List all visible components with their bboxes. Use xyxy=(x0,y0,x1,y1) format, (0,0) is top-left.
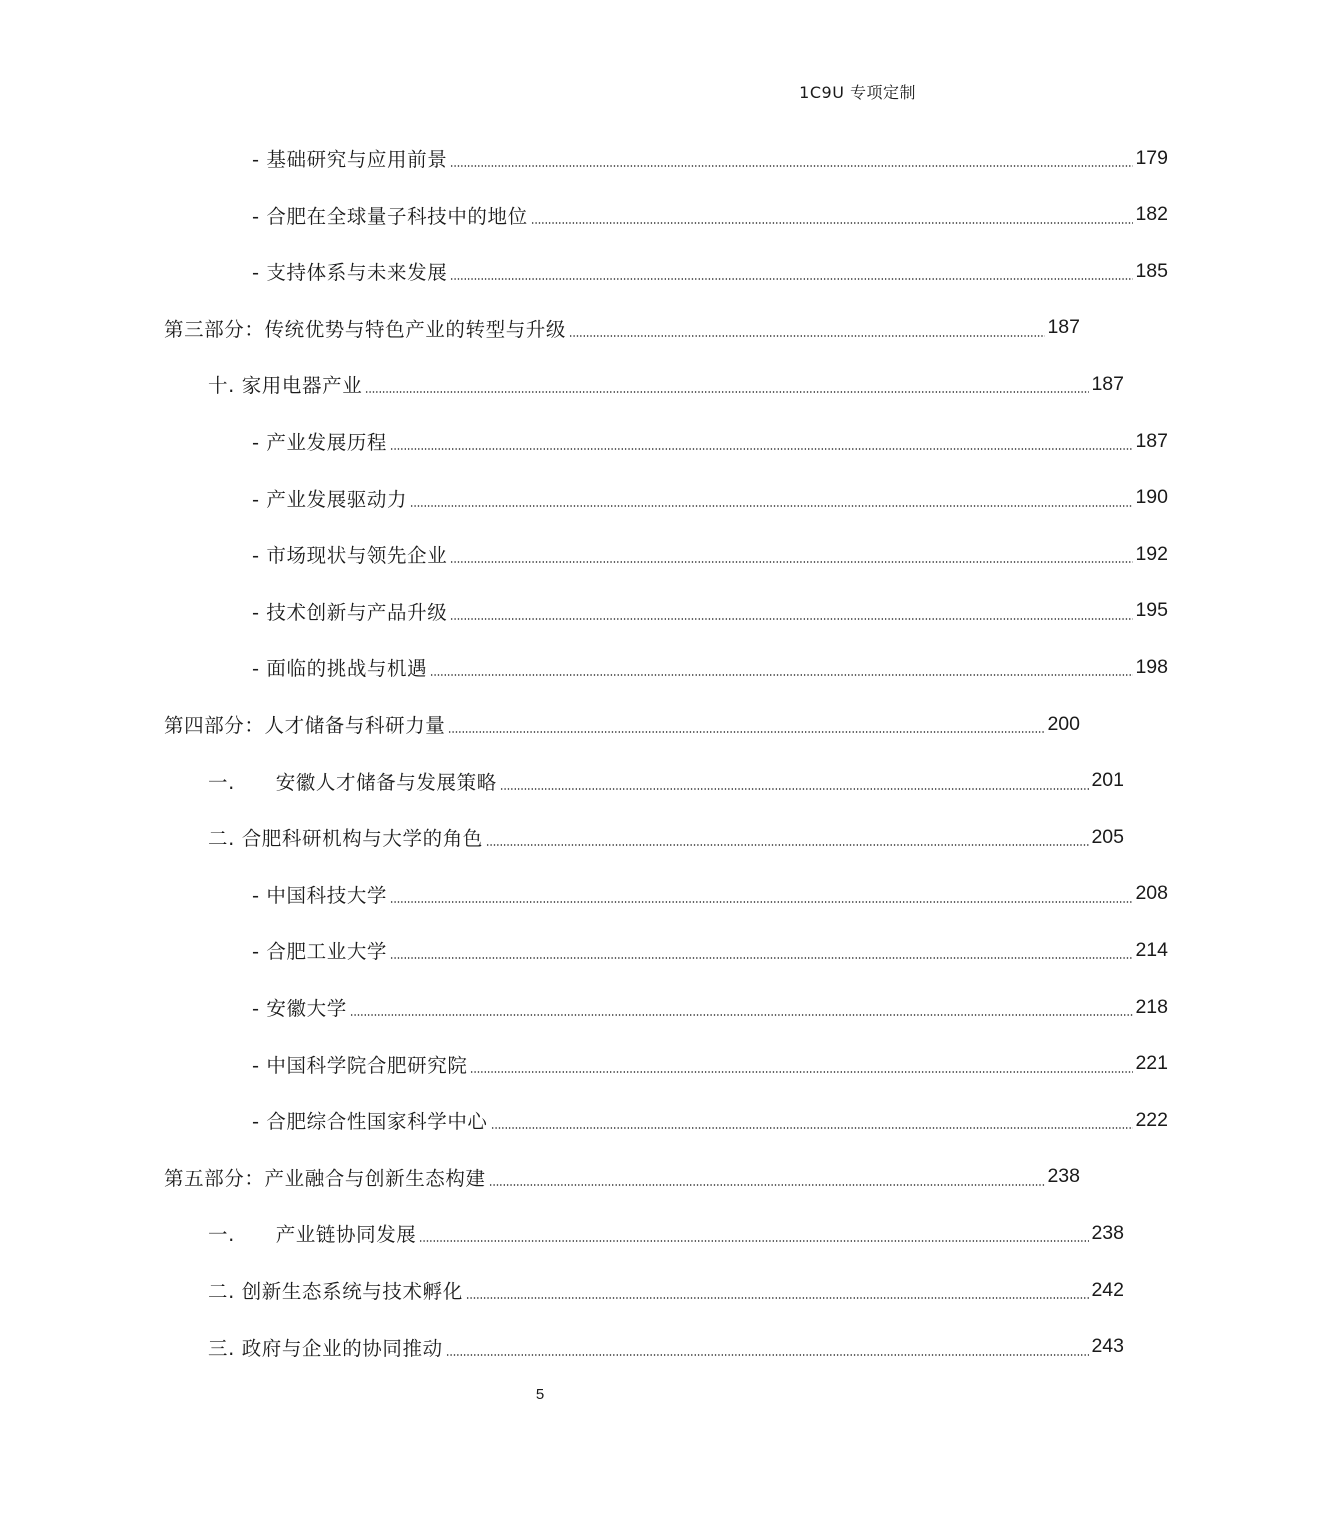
toc-entry[interactable] xyxy=(0,1327,1288,1367)
toc-entry[interactable] xyxy=(0,761,1288,801)
toc-entry[interactable] xyxy=(0,534,1332,574)
toc-entry[interactable] xyxy=(0,308,1244,348)
toc-entry-page: 187 xyxy=(1047,316,1080,339)
toc-entry[interactable] xyxy=(0,930,1332,970)
toc-entry-title: 第五部分：产业融合与创新生态构建 xyxy=(164,1166,486,1190)
toc-entry-title: - 产业发展驱动力 xyxy=(252,487,408,511)
toc-entry-title: - 安徽大学 xyxy=(252,997,347,1020)
toc-entry[interactable] xyxy=(0,1213,1288,1253)
toc-entry[interactable] xyxy=(0,704,1244,744)
dot-leader xyxy=(569,335,1045,337)
dot-leader xyxy=(491,1127,1134,1129)
dot-leader xyxy=(448,731,1045,733)
toc-entry-page: 192 xyxy=(1135,542,1168,565)
toc-entry-title: - 技术创新与产品升级 xyxy=(252,600,448,624)
dot-leader xyxy=(446,1354,1090,1356)
toc-entry-page: 182 xyxy=(1135,203,1168,226)
toc-entry[interactable] xyxy=(0,421,1332,461)
dot-leader xyxy=(531,222,1134,224)
toc-entry-title: - 基础研究与应用前景 xyxy=(252,148,448,171)
toc-entry-title: 一. 产业链协同发展 xyxy=(208,1223,417,1247)
dot-leader xyxy=(486,844,1090,846)
dot-leader xyxy=(489,1184,1046,1186)
toc-entry-title: - 中国科技大学 xyxy=(252,883,388,907)
toc-entry-page: 195 xyxy=(1135,599,1168,622)
dot-leader xyxy=(450,165,1133,167)
toc-entry-page: 242 xyxy=(1091,1278,1124,1301)
toc-entry[interactable] xyxy=(0,874,1332,914)
dot-leader xyxy=(419,1240,1089,1242)
toc-entry[interactable] xyxy=(0,591,1332,631)
dot-leader xyxy=(450,278,1133,280)
toc-entry-title: 十. 家用电器产业 xyxy=(208,374,363,398)
toc-entry-page: 179 xyxy=(1135,146,1168,169)
toc-entry[interactable] xyxy=(0,478,1332,518)
toc-entry-title: - 产业发展历程 xyxy=(252,431,388,454)
dot-leader xyxy=(470,1071,1133,1073)
toc-entry-page: 205 xyxy=(1091,825,1124,848)
dot-leader xyxy=(430,674,1133,676)
dot-leader xyxy=(365,391,1089,393)
toc-entry-title: 一. 安徽人才储备与发展策略 xyxy=(208,770,497,794)
toc-entry-title: - 中国科学院合肥研究院 xyxy=(252,1053,468,1077)
toc-entry[interactable] xyxy=(0,1157,1244,1197)
toc-entry-title: - 合肥工业大学 xyxy=(252,940,388,964)
page-number: 5 xyxy=(535,1386,545,1403)
toc-entry[interactable] xyxy=(0,251,1332,291)
toc-entry-page: 201 xyxy=(1091,769,1124,792)
dot-leader xyxy=(466,1297,1090,1299)
toc-entry-page: 187 xyxy=(1135,429,1168,452)
toc-entry[interactable] xyxy=(0,987,1332,1027)
toc-entry-page: 238 xyxy=(1091,1221,1124,1244)
dot-leader xyxy=(450,618,1133,620)
toc-entry-title: 二. 创新生态系统与技术孵化 xyxy=(208,1280,463,1303)
page-header: 1C9U 专项定制 xyxy=(799,83,916,102)
dot-leader xyxy=(390,448,1133,450)
dot-leader xyxy=(500,788,1090,790)
toc-entry[interactable] xyxy=(0,817,1288,857)
toc-entry-page: 238 xyxy=(1047,1165,1080,1188)
dot-leader xyxy=(390,957,1133,959)
toc-entry-page: 190 xyxy=(1135,486,1168,509)
toc-entry-page: 218 xyxy=(1135,995,1168,1018)
toc-entry[interactable] xyxy=(0,647,1332,687)
dot-leader xyxy=(410,505,1133,507)
toc-entry-page: 185 xyxy=(1135,259,1168,282)
toc-entry-page: 208 xyxy=(1135,882,1168,905)
toc-entry[interactable] xyxy=(0,138,1332,178)
toc-entry-page: 200 xyxy=(1047,712,1080,735)
toc-entry-title: - 合肥综合性国家科学中心 xyxy=(252,1110,488,1134)
toc-entry-page: 187 xyxy=(1091,372,1124,395)
dot-leader xyxy=(390,901,1133,903)
toc-entry-page: 222 xyxy=(1135,1108,1168,1131)
toc-entry-title: 二. 合肥科研机构与大学的角色 xyxy=(208,827,483,851)
toc-entry[interactable] xyxy=(0,1044,1332,1084)
toc-entry-title: - 市场现状与领先企业 xyxy=(252,544,448,568)
toc-entry-title: - 支持体系与未来发展 xyxy=(252,261,448,285)
toc-entry-title: 第四部分：人才储备与科研力量 xyxy=(164,714,446,737)
toc-entry[interactable] xyxy=(0,364,1288,404)
toc-entry-title: 三. 政府与企业的协同推动 xyxy=(208,1336,443,1360)
toc-entry-title: 第三部分：传统优势与特色产业的转型与升级 xyxy=(164,317,567,341)
toc-entry-title: - 合肥在全球量子科技中的地位 xyxy=(252,204,528,228)
toc-entry-page: 198 xyxy=(1135,655,1168,678)
toc-entry-title: - 面临的挑战与机遇 xyxy=(252,657,428,681)
toc-entry[interactable] xyxy=(0,1100,1332,1140)
toc-entry-page: 243 xyxy=(1091,1335,1124,1358)
toc-entry[interactable] xyxy=(0,195,1332,235)
toc-entry-page: 214 xyxy=(1135,938,1168,961)
dot-leader xyxy=(350,1014,1134,1016)
toc-entry-page: 221 xyxy=(1135,1052,1168,1075)
toc-entry[interactable] xyxy=(0,1270,1288,1310)
dot-leader xyxy=(450,561,1133,563)
